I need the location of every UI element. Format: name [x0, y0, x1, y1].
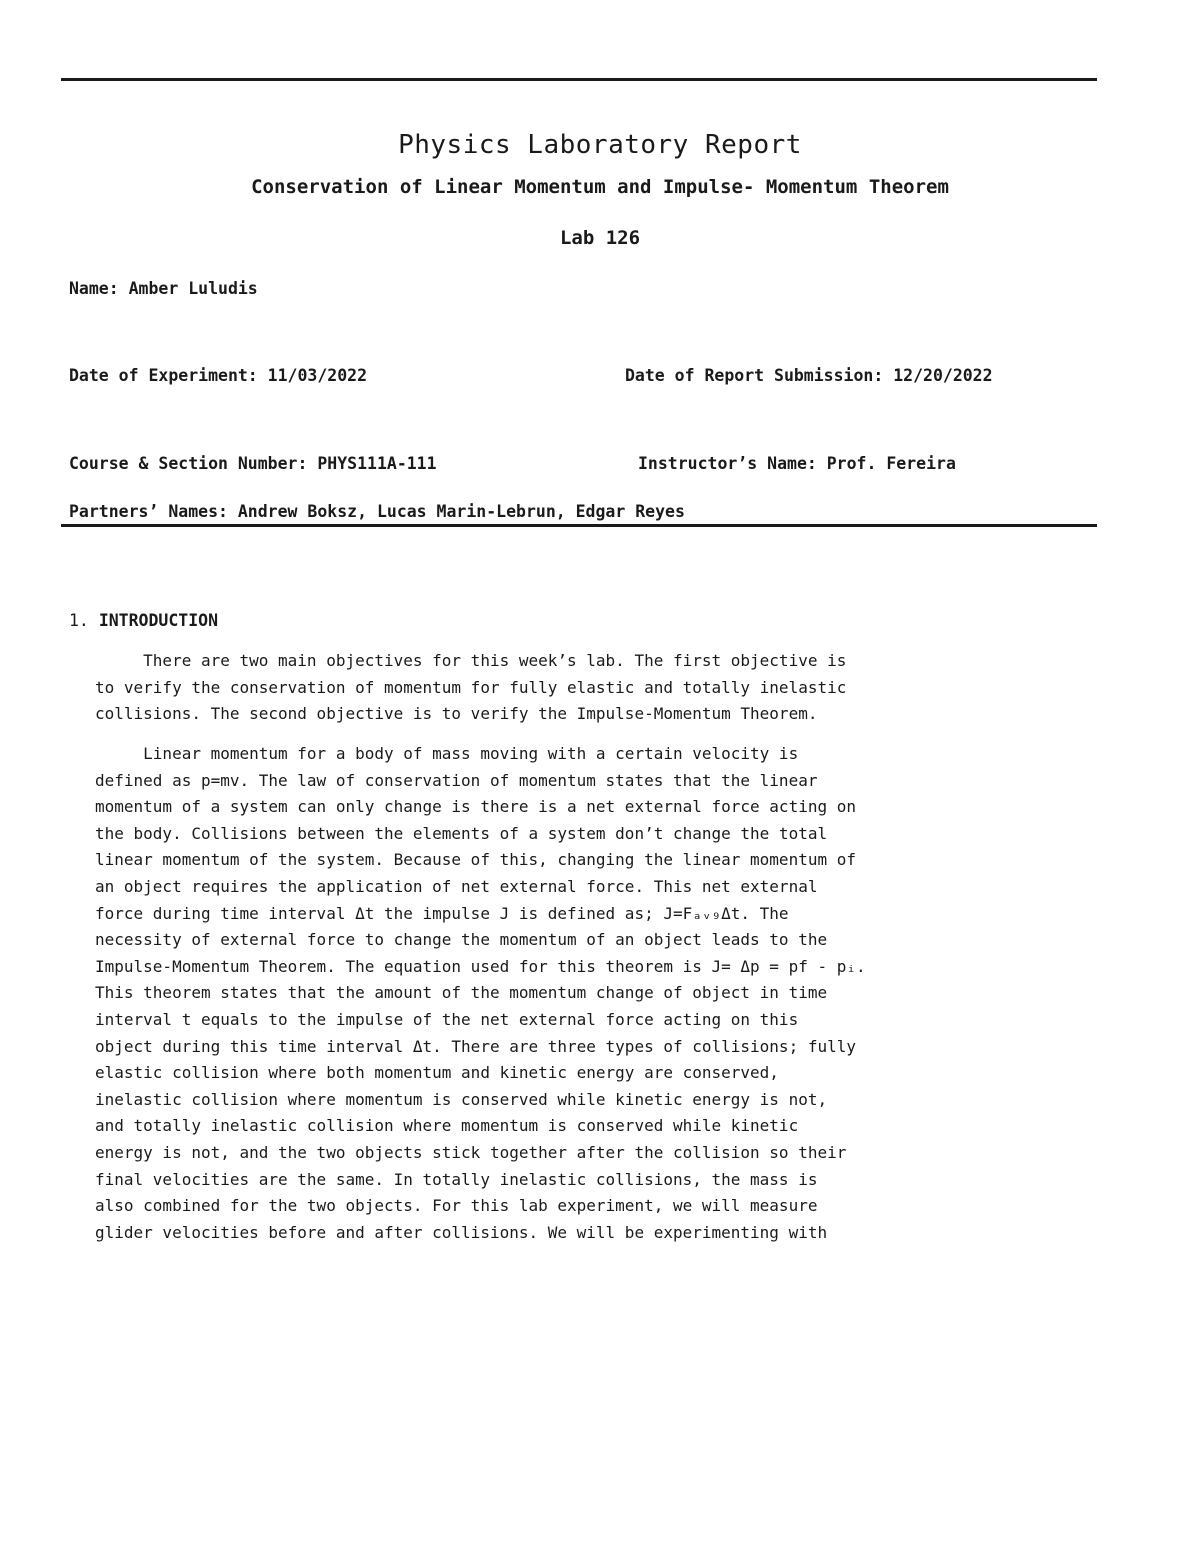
paragraph-line: to verify the conservation of momentum for fully elastic and totally inelastic — [95, 677, 847, 697]
section-number: 1. — [69, 611, 89, 630]
paragraph-line: final velocities are the same. In totally inelastic collisions, the mass is — [95, 1169, 818, 1189]
introduction-paragraph-1 — [95, 648, 1125, 728]
paragraph-line: Impulse-Momentum Theorem. The equation used for this theorem is J= Δp = pf - pᵢ. — [95, 956, 866, 976]
paragraph-line: also combined for the two objects. For this lab experiment, we will measure — [95, 1196, 818, 1216]
instructor-name: Instructor’s Name: Prof. Fereira — [638, 454, 956, 473]
lab-number: Lab 126 — [559, 227, 641, 249]
partners-names: Partners’ Names: Andrew Boksz, Lucas Marin-Lebrun, Edgar Reyes — [69, 502, 685, 521]
paragraph-line: elastic collision where both momentum and kinetic energy are conserved, — [95, 1063, 779, 1083]
paragraph-line: and totally inelastic collision where momentum is conserved while kinetic — [95, 1116, 799, 1136]
paragraph-line: There are two main objectives for this week’s lab. The first objective is — [95, 651, 847, 670]
paragraph-line: linear momentum of the system. Because of this, changing the linear momentum of — [95, 850, 856, 870]
introduction-paragraph-2 — [95, 741, 1125, 1246]
course-section: Course & Section Number: PHYS111A-111 — [69, 454, 437, 473]
paragraph-line: necessity of external force to change the momentum of an object leads to the — [95, 930, 828, 950]
paragraph-line: energy is not, and the two objects stick together after the collision so their — [95, 1142, 847, 1162]
date-of-submission: Date of Report Submission: 12/20/2022 — [625, 366, 993, 385]
paragraph-line: interval t equals to the impulse of the net external force acting on this — [95, 1009, 799, 1029]
section-title: INTRODUCTION — [98, 611, 219, 630]
top-divider — [61, 78, 1097, 81]
paragraph-line: force during time interval Δt the impulse J is defined as; J=Fₐᵥ₉Δt. The — [95, 903, 789, 923]
paragraph-line: Linear momentum for a body of mass moving with a certain velocity is — [95, 744, 799, 763]
student-name: Name: Amber Luludis — [69, 279, 258, 298]
bottom-divider — [61, 524, 1097, 527]
paragraph-line: defined as p=mv. The law of conservation of momentum states that the linear — [95, 770, 818, 790]
introduction-heading — [69, 611, 218, 630]
paragraph-line: momentum of a system can only change is there is a net external force acting on — [95, 797, 856, 817]
paragraph-line: inelastic collision where momentum is conserved while kinetic energy is not, — [95, 1089, 828, 1109]
report-subtitle: Conservation of Linear Momentum and Impulse- Momentum Theorem — [251, 176, 949, 198]
paragraph-line: object during this time interval Δt. There are three types of collisions; fully — [95, 1036, 856, 1056]
report-title: Physics Laboratory Report — [398, 130, 802, 160]
paragraph-line: collisions. The second objective is to verify the Impulse-Momentum Theorem. — [95, 704, 818, 724]
paragraph-line: This theorem states that the amount of the momentum change of object in time — [95, 983, 828, 1003]
paragraph-line: glider velocities before and after collisions. We will be experimenting with — [95, 1222, 828, 1242]
paragraph-line: an object requires the application of net external force. This net external — [95, 876, 818, 896]
date-of-experiment: Date of Experiment: 11/03/2022 — [69, 366, 368, 385]
paragraph-line: the body. Collisions between the elements of a system don’t change the total — [95, 823, 828, 843]
